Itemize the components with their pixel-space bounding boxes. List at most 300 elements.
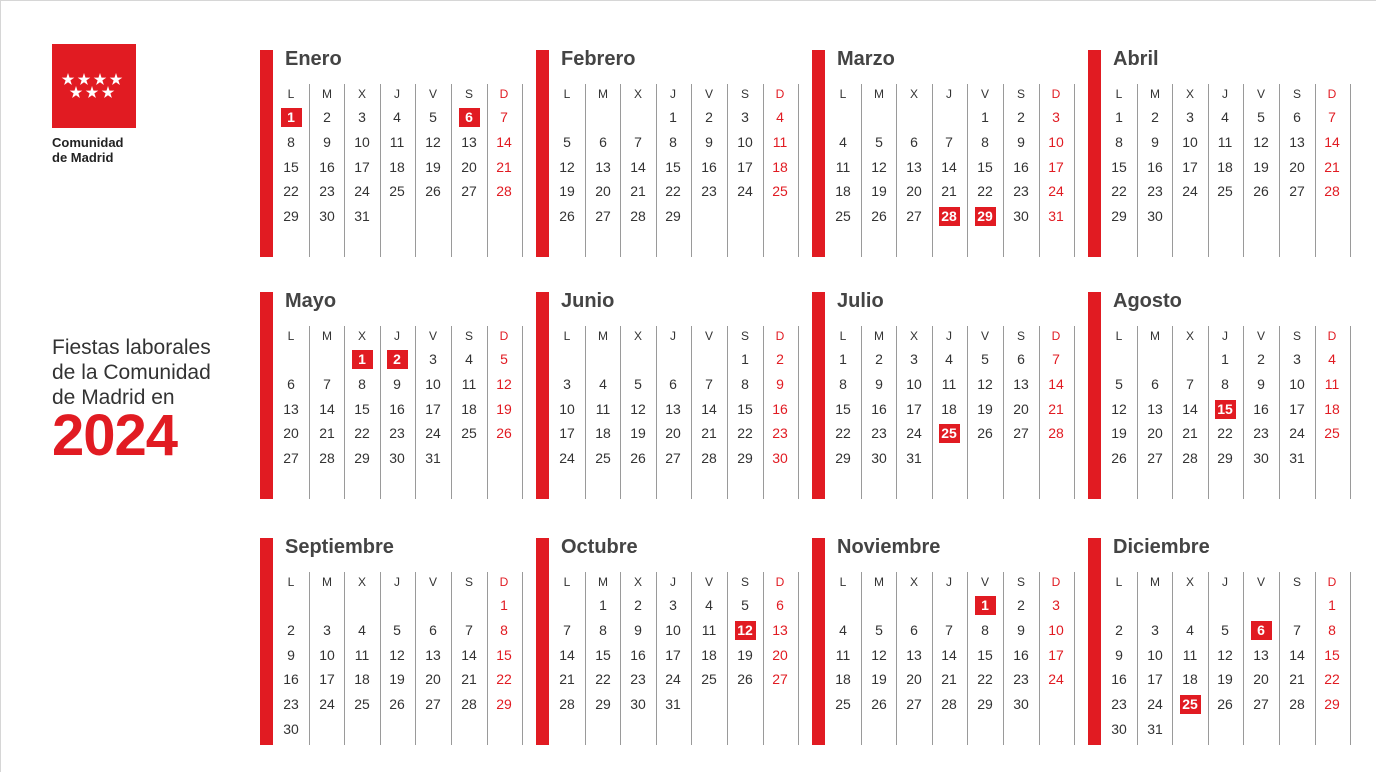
column-separator: [309, 572, 310, 745]
weekday-header: X: [909, 575, 918, 589]
weekday-header: X: [1185, 575, 1194, 589]
column-separator: [344, 572, 345, 745]
calendar-day: 19: [1111, 425, 1127, 441]
calendar-day: 29: [496, 696, 512, 712]
calendar-day: 4: [705, 597, 713, 613]
calendar-day: 8: [741, 376, 749, 392]
calendar-day: 27: [906, 696, 922, 712]
calendar-day: 26: [389, 696, 405, 712]
calendar-day: 31: [354, 208, 370, 224]
calendar-day: 11: [701, 622, 717, 638]
calendar-day: 17: [425, 401, 441, 417]
weekday-header: L: [563, 575, 571, 589]
column-separator: [451, 84, 452, 257]
calendar-day: 20: [772, 647, 788, 663]
logo-line-1: Comunidad: [52, 135, 124, 150]
weekday-header: L: [287, 575, 295, 589]
calendar-day: 23: [630, 671, 646, 687]
calendar-day: 11: [595, 401, 611, 417]
calendar-day: 22: [354, 425, 370, 441]
calendar-day: 2: [1017, 597, 1025, 613]
year-label: 2024: [52, 403, 178, 468]
calendar-day: 18: [595, 425, 611, 441]
calendar-day: 12: [1111, 401, 1127, 417]
calendar-day: 25: [354, 696, 370, 712]
calendar-day: 10: [1048, 134, 1064, 150]
calendar-day: 26: [977, 425, 993, 441]
calendar-day: 7: [1328, 109, 1336, 125]
calendar-day: 10: [665, 622, 681, 638]
calendar-day: 21: [1182, 425, 1198, 441]
calendar-day: 26: [1253, 183, 1269, 199]
calendar-day: 7: [705, 376, 713, 392]
calendar-day: 25: [595, 450, 611, 466]
weekday-header: M: [1150, 575, 1160, 589]
calendar-day: 1: [500, 597, 508, 613]
weekday-header: S: [464, 87, 473, 101]
holiday-day: [1210, 399, 1240, 419]
calendar-day: 20: [665, 425, 681, 441]
calendar-day: 29: [977, 696, 993, 712]
weekday-header: V: [428, 575, 437, 589]
weekday-header: D: [1051, 575, 1061, 589]
holiday-badge: 29: [975, 207, 996, 226]
column-separator: [896, 84, 897, 257]
calendar-day: 17: [737, 159, 753, 175]
month-accent-bar: [1088, 538, 1101, 745]
calendar-day: 10: [737, 134, 753, 150]
holiday-badge: 1: [352, 350, 373, 369]
calendar-day: 27: [665, 450, 681, 466]
holiday-day: [276, 107, 306, 127]
weekday-header: D: [775, 87, 785, 101]
column-separator: [1137, 572, 1138, 745]
calendar-day: 22: [595, 671, 611, 687]
calendar-day: 3: [741, 109, 749, 125]
month-title: Noviembre: [837, 536, 941, 558]
calendar-day: 21: [941, 183, 957, 199]
calendar-day: 6: [1017, 351, 1025, 367]
calendar-day: 21: [319, 425, 335, 441]
calendar-day: 23: [1013, 671, 1029, 687]
month-accent-bar: [536, 292, 549, 499]
column-separator: [309, 326, 310, 499]
weekday-header: M: [874, 575, 884, 589]
weekday-header: S: [1292, 87, 1301, 101]
calendar-day: 27: [283, 450, 299, 466]
calendar-day: 26: [1217, 696, 1233, 712]
calendar-day: 25: [701, 671, 717, 687]
weekday-header: D: [1051, 329, 1061, 343]
calendar-day: 27: [1013, 425, 1029, 441]
calendar-day: 1: [669, 109, 677, 125]
column-separator: [1279, 326, 1280, 499]
weekday-header: L: [287, 329, 295, 343]
weekday-header: V: [1256, 87, 1265, 101]
weekday-header: X: [1185, 87, 1194, 101]
calendar-day: 23: [871, 425, 887, 441]
calendar-day: 30: [319, 208, 335, 224]
calendar-day: 10: [559, 401, 575, 417]
month-title: Octubre: [561, 536, 638, 558]
calendar-day: 25: [835, 696, 851, 712]
calendar-day: 19: [871, 183, 887, 199]
calendar-day: 12: [559, 159, 575, 175]
calendar-day: 24: [1289, 425, 1305, 441]
calendar-day: 29: [283, 208, 299, 224]
calendar-day: 22: [1217, 425, 1233, 441]
calendar-day: 16: [772, 401, 788, 417]
weekday-header: D: [499, 87, 509, 101]
calendar-day: 3: [669, 597, 677, 613]
calendar-day: 25: [389, 183, 405, 199]
column-separator: [896, 326, 897, 499]
calendar-day: 15: [496, 647, 512, 663]
calendar-day: 21: [1289, 671, 1305, 687]
calendar-day: 24: [665, 671, 681, 687]
calendar-day: 13: [772, 622, 788, 638]
column-separator: [585, 84, 586, 257]
calendar-day: 1: [741, 351, 749, 367]
calendar-day: 5: [1257, 109, 1265, 125]
month-accent-bar: [260, 538, 273, 745]
column-separator: [522, 326, 523, 499]
calendar-day: 5: [563, 134, 571, 150]
calendar-day: 14: [1324, 134, 1340, 150]
column-separator: [1208, 326, 1209, 499]
month-accent-bar: [536, 50, 549, 257]
holiday-badge: 2: [387, 350, 408, 369]
calendar-day: 4: [945, 351, 953, 367]
calendar-day: 2: [776, 351, 784, 367]
holiday-day: [1246, 620, 1276, 640]
column-separator: [763, 326, 764, 499]
calendar-day: 26: [630, 450, 646, 466]
weekday-header: S: [1016, 87, 1025, 101]
calendar-day: 21: [559, 671, 575, 687]
holiday-day: [970, 206, 1000, 226]
calendar-day: 20: [1289, 159, 1305, 175]
column-separator: [861, 84, 862, 257]
weekday-header: J: [946, 87, 952, 101]
weekday-header: J: [670, 329, 676, 343]
calendar-day: 9: [634, 622, 642, 638]
month-title: Septiembre: [285, 536, 394, 558]
calendar-day: 18: [941, 401, 957, 417]
weekday-header: M: [322, 575, 332, 589]
weekday-header: J: [394, 329, 400, 343]
calendar-day: 15: [835, 401, 851, 417]
month-accent-bar: [260, 292, 273, 499]
calendar-day: 20: [1147, 425, 1163, 441]
calendar-day: 5: [1115, 376, 1123, 392]
month-title: Junio: [561, 290, 615, 312]
calendar-day: 1: [1115, 109, 1123, 125]
calendar-day: 10: [1289, 376, 1305, 392]
calendar-day: 27: [1289, 183, 1305, 199]
calendar-day: 13: [906, 159, 922, 175]
weekday-header: J: [394, 575, 400, 589]
weekday-header: J: [1222, 87, 1228, 101]
calendar-day: 26: [871, 696, 887, 712]
month-title: Julio: [837, 290, 884, 312]
weekday-header: J: [670, 87, 676, 101]
calendar-day: 19: [425, 159, 441, 175]
calendar-day: 30: [1253, 450, 1269, 466]
column-separator: [763, 572, 764, 745]
calendar-day: 3: [1186, 109, 1194, 125]
weekday-header: D: [1327, 575, 1337, 589]
calendar-day: 10: [319, 647, 335, 663]
calendar-day: 2: [287, 622, 295, 638]
calendar-day: 29: [665, 208, 681, 224]
column-separator: [1350, 572, 1351, 745]
calendar-day: 24: [1048, 671, 1064, 687]
weekday-header: D: [1327, 329, 1337, 343]
calendar-day: 24: [906, 425, 922, 441]
calendar-day: 22: [1324, 671, 1340, 687]
month-title: Febrero: [561, 48, 636, 70]
calendar-day: 16: [283, 671, 299, 687]
weekday-header: S: [740, 575, 749, 589]
logo-line-2: de Madrid: [52, 150, 114, 165]
calendar-day: 8: [599, 622, 607, 638]
calendar-day: 1: [1221, 351, 1229, 367]
calendar-day: 29: [1217, 450, 1233, 466]
column-separator: [967, 84, 968, 257]
calendar-day: 16: [319, 159, 335, 175]
column-separator: [932, 326, 933, 499]
calendar-day: 9: [1115, 647, 1123, 663]
column-separator: [1074, 84, 1075, 257]
calendar-day: 2: [1115, 622, 1123, 638]
column-separator: [1279, 572, 1280, 745]
calendar-day: 13: [1147, 401, 1163, 417]
calendar-day: 20: [1253, 671, 1269, 687]
calendar-day: 5: [875, 134, 883, 150]
calendar-day: 11: [389, 134, 405, 150]
calendar-day: 18: [1217, 159, 1233, 175]
weekday-header: S: [740, 329, 749, 343]
calendar-day: 13: [665, 401, 681, 417]
calendar-day: 7: [1293, 622, 1301, 638]
calendar-day: 19: [1217, 671, 1233, 687]
calendar-day: 15: [977, 647, 993, 663]
calendar-day: 19: [496, 401, 512, 417]
calendar-day: 3: [1052, 597, 1060, 613]
calendar-day: 23: [1147, 183, 1163, 199]
calendar-day: 31: [1147, 721, 1163, 737]
calendar-day: 23: [1111, 696, 1127, 712]
month-marzo: [812, 50, 1087, 257]
calendar-day: 31: [1289, 450, 1305, 466]
calendar-day: 27: [461, 183, 477, 199]
calendar-day: 8: [1221, 376, 1229, 392]
calendar-day: 7: [1186, 376, 1194, 392]
month-accent-bar: [812, 292, 825, 499]
calendar-day: 4: [1186, 622, 1194, 638]
calendar-day: 10: [1048, 622, 1064, 638]
calendar-day: 11: [1324, 376, 1340, 392]
calendar-day: 26: [496, 425, 512, 441]
calendar-day: 18: [1182, 671, 1198, 687]
calendar-day: 26: [1111, 450, 1127, 466]
column-separator: [1350, 326, 1351, 499]
weekday-header: V: [704, 87, 713, 101]
calendar-day: 28: [941, 696, 957, 712]
calendar-day: 30: [871, 450, 887, 466]
weekday-header: X: [909, 329, 918, 343]
calendar-day: 15: [977, 159, 993, 175]
column-separator: [487, 572, 488, 745]
calendar-day: 14: [461, 647, 477, 663]
calendar-day: 3: [910, 351, 918, 367]
calendar-day: 20: [1013, 401, 1029, 417]
holiday-day: [347, 349, 377, 369]
weekday-header: M: [874, 329, 884, 343]
column-separator: [585, 572, 586, 745]
weekday-header: S: [464, 575, 473, 589]
calendar-day: 16: [1111, 671, 1127, 687]
calendar-day: 29: [595, 696, 611, 712]
month-accent-bar: [812, 538, 825, 745]
calendar-day: 17: [1147, 671, 1163, 687]
calendar-day: 31: [425, 450, 441, 466]
calendar-day: 20: [461, 159, 477, 175]
calendar-day: 11: [461, 376, 477, 392]
weekday-header: V: [980, 575, 989, 589]
calendar-day: 22: [283, 183, 299, 199]
weekday-header: L: [563, 87, 571, 101]
calendar-day: 4: [1328, 351, 1336, 367]
calendar-day: 9: [1017, 134, 1025, 150]
calendar-day: 3: [323, 622, 331, 638]
calendar-day: 13: [1013, 376, 1029, 392]
calendar-day: 23: [1253, 425, 1269, 441]
calendar-day: 24: [559, 450, 575, 466]
column-separator: [1003, 84, 1004, 257]
calendar-day: 4: [393, 109, 401, 125]
calendar-day: 7: [945, 134, 953, 150]
calendar-day: 22: [835, 425, 851, 441]
calendar-day: 16: [630, 647, 646, 663]
calendar-day: 18: [461, 401, 477, 417]
calendar-day: 14: [941, 647, 957, 663]
calendar-day: 14: [319, 401, 335, 417]
weekday-header: V: [1256, 329, 1265, 343]
calendar-day: 19: [737, 647, 753, 663]
column-separator: [344, 326, 345, 499]
calendar-day: 8: [669, 134, 677, 150]
calendar-day: 28: [1289, 696, 1305, 712]
seven-stars-flag-icon: [52, 44, 136, 128]
calendar-day: 24: [737, 183, 753, 199]
month-accent-bar: [536, 538, 549, 745]
calendar-day: 4: [1221, 109, 1229, 125]
intro-line-3: de Madrid en: [52, 386, 175, 409]
weekday-header: D: [1327, 87, 1337, 101]
calendar-day: 27: [595, 208, 611, 224]
calendar-day: 19: [559, 183, 575, 199]
calendar-day: 25: [1217, 183, 1233, 199]
weekday-header: X: [909, 87, 918, 101]
holiday-day: [382, 349, 412, 369]
weekday-header: M: [874, 87, 884, 101]
calendar-day: 10: [354, 134, 370, 150]
weekday-header: S: [464, 329, 473, 343]
weekday-header: X: [357, 87, 366, 101]
holiday-badge: 1: [975, 596, 996, 615]
calendar-day: 21: [461, 671, 477, 687]
weekday-header: M: [1150, 329, 1160, 343]
logo-wordmark: [52, 135, 124, 165]
calendar-day: 6: [1151, 376, 1159, 392]
calendar-day: 30: [772, 450, 788, 466]
calendar-day: 9: [287, 647, 295, 663]
calendar-day: 13: [595, 159, 611, 175]
calendar-day: 30: [283, 721, 299, 737]
column-separator: [415, 84, 416, 257]
calendar-day: 8: [500, 622, 508, 638]
calendar-day: 28: [701, 450, 717, 466]
calendar-day: 27: [906, 208, 922, 224]
weekday-header: D: [499, 329, 509, 343]
holiday-day: [934, 206, 964, 226]
calendar-day: 11: [1217, 134, 1233, 150]
weekday-header: D: [775, 575, 785, 589]
calendar-day: 6: [669, 376, 677, 392]
calendar-day: 2: [1017, 109, 1025, 125]
calendar-day: 6: [599, 134, 607, 150]
calendar-day: 7: [945, 622, 953, 638]
weekday-header: L: [1115, 329, 1123, 343]
calendar-day: 12: [389, 647, 405, 663]
calendar-day: 9: [875, 376, 883, 392]
column-separator: [861, 572, 862, 745]
calendar-day: 23: [1013, 183, 1029, 199]
weekday-header: M: [322, 329, 332, 343]
calendar-day: 13: [283, 401, 299, 417]
calendar-day: 4: [599, 376, 607, 392]
column-separator: [763, 84, 764, 257]
weekday-header: S: [740, 87, 749, 101]
calendar-day: 27: [772, 671, 788, 687]
calendar-day: 3: [563, 376, 571, 392]
calendar-day: 14: [701, 401, 717, 417]
calendar-day: 11: [835, 159, 851, 175]
column-separator: [487, 84, 488, 257]
calendar-day: 30: [1111, 721, 1127, 737]
column-separator: [1137, 84, 1138, 257]
calendar-day: 11: [941, 376, 957, 392]
column-separator: [620, 84, 621, 257]
calendar-day: 30: [1013, 696, 1029, 712]
month-mayo: [260, 292, 535, 499]
weekday-header: S: [1016, 329, 1025, 343]
calendar-day: 18: [835, 671, 851, 687]
calendar-day: 16: [389, 401, 405, 417]
calendar-day: 31: [1048, 208, 1064, 224]
calendar-day: 9: [705, 134, 713, 150]
calendar-day: 12: [496, 376, 512, 392]
calendar-day: 9: [1257, 376, 1265, 392]
calendar-day: 18: [772, 159, 788, 175]
calendar-day: 8: [1328, 622, 1336, 638]
calendar-day: 4: [465, 351, 473, 367]
holiday-day: [730, 620, 760, 640]
calendar-day: 12: [1217, 647, 1233, 663]
column-separator: [727, 572, 728, 745]
